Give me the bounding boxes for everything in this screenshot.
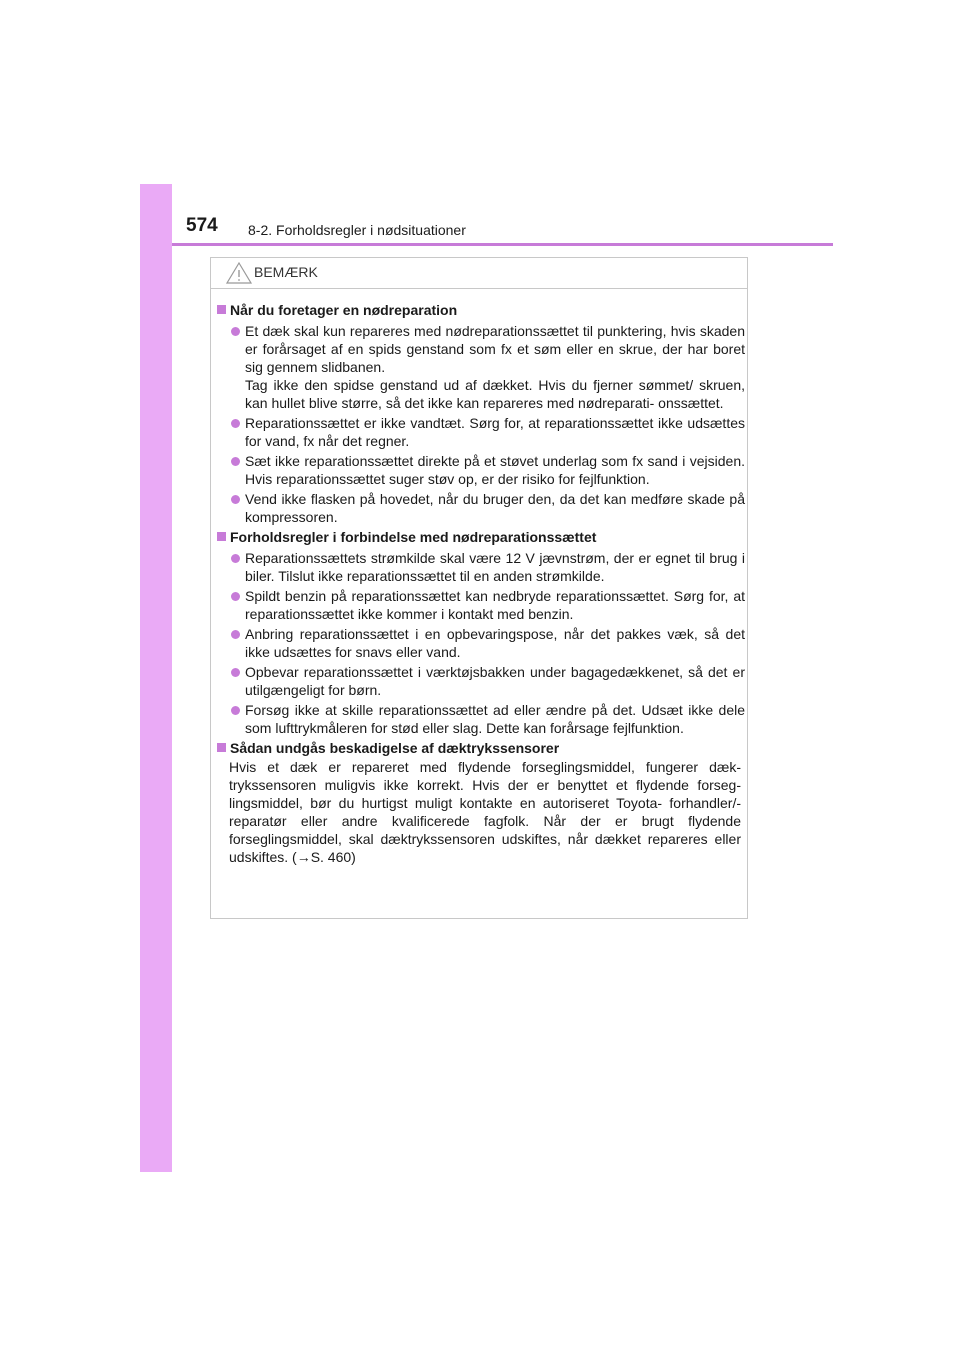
caution-note-box: [210, 257, 748, 919]
round-bullet-icon: [231, 419, 240, 428]
round-bullet-icon: [231, 630, 240, 639]
round-bullet-icon: [231, 457, 240, 466]
square-bullet-icon: [217, 305, 226, 314]
round-bullet-icon: [231, 706, 240, 715]
warning-triangle-icon: [225, 261, 253, 285]
bullet-text: Anbring reparationssættet i en opbevaringspose, når det pakkes væk, så det ikke udsættes for snavs eller vand.: [245, 626, 745, 660]
side-color-band: [140, 184, 172, 1172]
bullet-text: Vend ikke flasken på hovedet, når du bruger den, da det kan medføre skade på kompressoren.: [245, 491, 745, 525]
note-title: BEMÆRK: [254, 264, 318, 280]
round-bullet-icon: [231, 592, 240, 601]
section-tire-pressure-sensors: [217, 738, 745, 866]
bullet-text-continued: Tag ikke den spidse genstand ud af dækket. Hvis du fjerner sømmet/ skruen, kan hullet blive større, så det ikke kan repareres med nødreparati- onssættet.: [245, 377, 745, 411]
bullet-text: Opbevar reparationssættet i værktøjsbakken under bagagedækkenet, så det er utilgængeligt for børn.: [245, 664, 745, 698]
section-heading: Sådan undgås beskadigelse af dæktrykssensorer: [217, 738, 745, 758]
list-item: [217, 663, 745, 699]
bullet-text: Sæt ikke reparationssættet direkte på et støvet underlag som fx sand i vejsiden. Hvis reparationssættet suger støv op, er der risiko for fejlfunktion.: [245, 453, 745, 487]
section-emergency-repair: [217, 300, 745, 526]
section-paragraph: Hvis et dæk er repareret med flydende forseglingsmiddel, fungerer dæk- trykssensoren muligvis ikke korrekt. Hvis der er benyttet et flydende forseg- lingsmiddel, bør du hurtigst muligt kontakte en autoriseret Toyota- forhandler/-reparatør eller andre kvalificerede fagfolk. Når der er brugt flydende forseglingsmiddel, skal dæktrykssensoren udskiftes, når dækket repareres eller udskiftes. (→S. 460): [229, 759, 741, 865]
bullet-text: Spildt benzin på reparationssættet kan nedbryde reparationssættet. Sørg for, at reparationssættet ikke kommer i kontakt med benzin.: [245, 588, 745, 622]
page-number: 574: [186, 215, 218, 236]
note-header: [211, 258, 747, 289]
list-item: [217, 414, 745, 450]
header-divider: [172, 243, 833, 246]
section-heading: Når du foretager en nødreparation: [217, 300, 745, 320]
round-bullet-icon: [231, 495, 240, 504]
section-title: 8-2. Forholdsregler i nødsituationer: [248, 222, 466, 238]
square-bullet-icon: [217, 743, 226, 752]
round-bullet-icon: [231, 668, 240, 677]
bullet-text: Reparationssættet er ikke vandtæt. Sørg for, at reparationssættet ikke udsættes for vand, fx når det regner.: [245, 415, 745, 449]
list-item: [217, 549, 745, 585]
list-item: [217, 587, 745, 623]
list-item: [217, 322, 745, 412]
bullet-text: Reparationssættets strømkilde skal være 12 V jævnstrøm, der er egnet til brug i biler. Tilslut ikke reparationssættet til en anden strømkilde.: [245, 550, 745, 584]
square-bullet-icon: [217, 532, 226, 541]
list-item: [217, 625, 745, 661]
list-item: [217, 701, 745, 737]
round-bullet-icon: [231, 554, 240, 563]
section-heading: Forholdsregler i forbindelse med nødreparationssættet: [217, 527, 745, 547]
bullet-text: Et dæk skal kun repareres med nødreparationssættet til punktering, hvis skaden er forårsaget af en spids genstand som fx et søm eller en skrue, der har boret sig gennem slidbanen.: [245, 323, 745, 375]
list-item: [217, 490, 745, 526]
bullet-text: Forsøg ikke at skille reparationssættet ad eller ændre på det. Udsæt ikke dele som lufttrykmåleren for stød eller slag. Dette kan forårsage fejlfunktion.: [245, 702, 745, 736]
round-bullet-icon: [231, 327, 240, 336]
note-body: [217, 300, 745, 866]
list-item: [217, 452, 745, 488]
section-repair-kit-precautions: [217, 527, 745, 737]
